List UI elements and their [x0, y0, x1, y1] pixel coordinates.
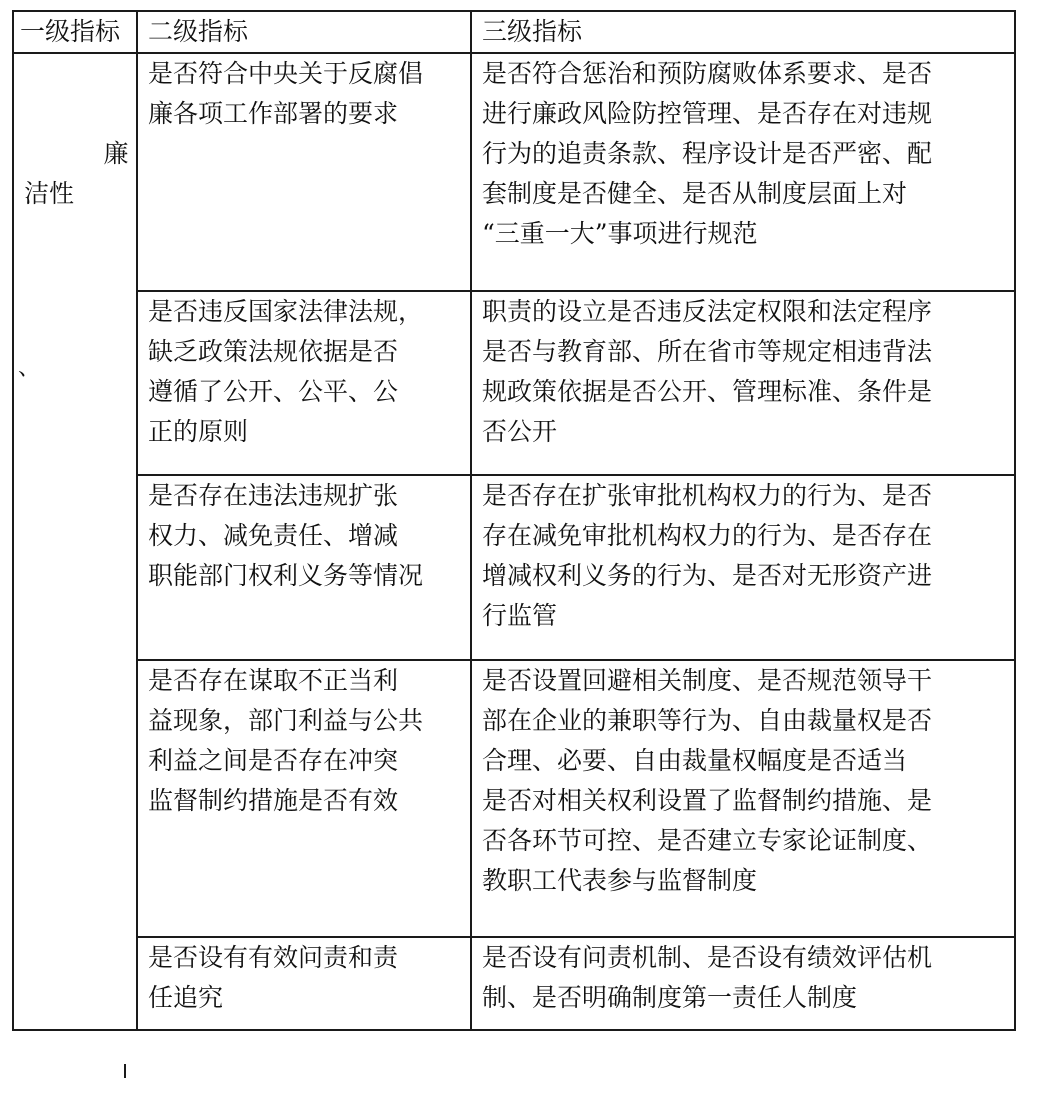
level3-indicator: 职责的设立是否违反法定权限和法定程序 是否与教育部、所在省市等规定相违背法 规政策依据是否公开、管理标准、条件是 否公开 [471, 291, 1015, 475]
table-row [13, 53, 1015, 291]
table-row [13, 937, 1015, 1030]
table-header-row [13, 11, 1015, 53]
header-level2: 二级指标 [137, 11, 471, 53]
level2-indicator: 是否违反国家法律法规， 缺乏政策法规依据是否 遵循了公开、公平、公 正的原则 [137, 291, 471, 475]
column-divider-stub [124, 1064, 126, 1078]
level3-indicator: 是否符合惩治和预防腐败体系要求、是否 进行廉政风险防控管理、是否存在对违规 行为的追责条款、程序设计是否严密、配 套制度是否健全、是否从制度层面上对 “三重一大”事项进行规范 [471, 53, 1015, 291]
level1-indicator-value: 廉洁性 [24, 139, 129, 208]
indicator-table-container [12, 10, 1014, 1080]
level2-indicator: 是否设有有效问责和责 任追究 [137, 937, 471, 1030]
level2-indicator: 是否符合中央关于反腐倡 廉各项工作部署的要求 [137, 53, 471, 291]
level2-indicator: 是否存在谋取不正当利 益现象，部门利益与公共 利益之间是否存在冲突 监督制约措施是否有效 [137, 660, 471, 937]
level3-indicator: 是否设置回避相关制度、是否规范领导干 部在企业的兼职等行为、自由裁量权是否 合理、必要、自由裁量权幅度是否适当 是否对相关权利设置了监督制约措施、是 否各环节可控、是否建立专家论证制度、 教职工代表参与监督制度 [471, 660, 1015, 937]
header-level1: 一级指标 [13, 11, 137, 53]
table-row [13, 291, 1015, 475]
table-row [13, 660, 1015, 937]
level2-indicator: 是否存在违法违规扩张 权力、减免责任、增减 职能部门权利义务等情况 [137, 475, 471, 660]
level1-indicator-cell [13, 53, 137, 1030]
level3-indicator: 是否存在扩张审批机构权力的行为、是否 存在减免审批机构权力的行为、是否存在 增减权利义务的行为、是否对无形资产进 行监管 [471, 475, 1015, 660]
level3-indicator: 是否设有问责机制、是否设有绩效评估机 制、是否明确制度第一责任人制度 [471, 937, 1015, 1030]
table-row [13, 475, 1015, 660]
header-level3: 三级指标 [471, 11, 1015, 53]
stray-punctuation-mark: 、 [18, 356, 41, 381]
indicator-table [12, 10, 1016, 1031]
